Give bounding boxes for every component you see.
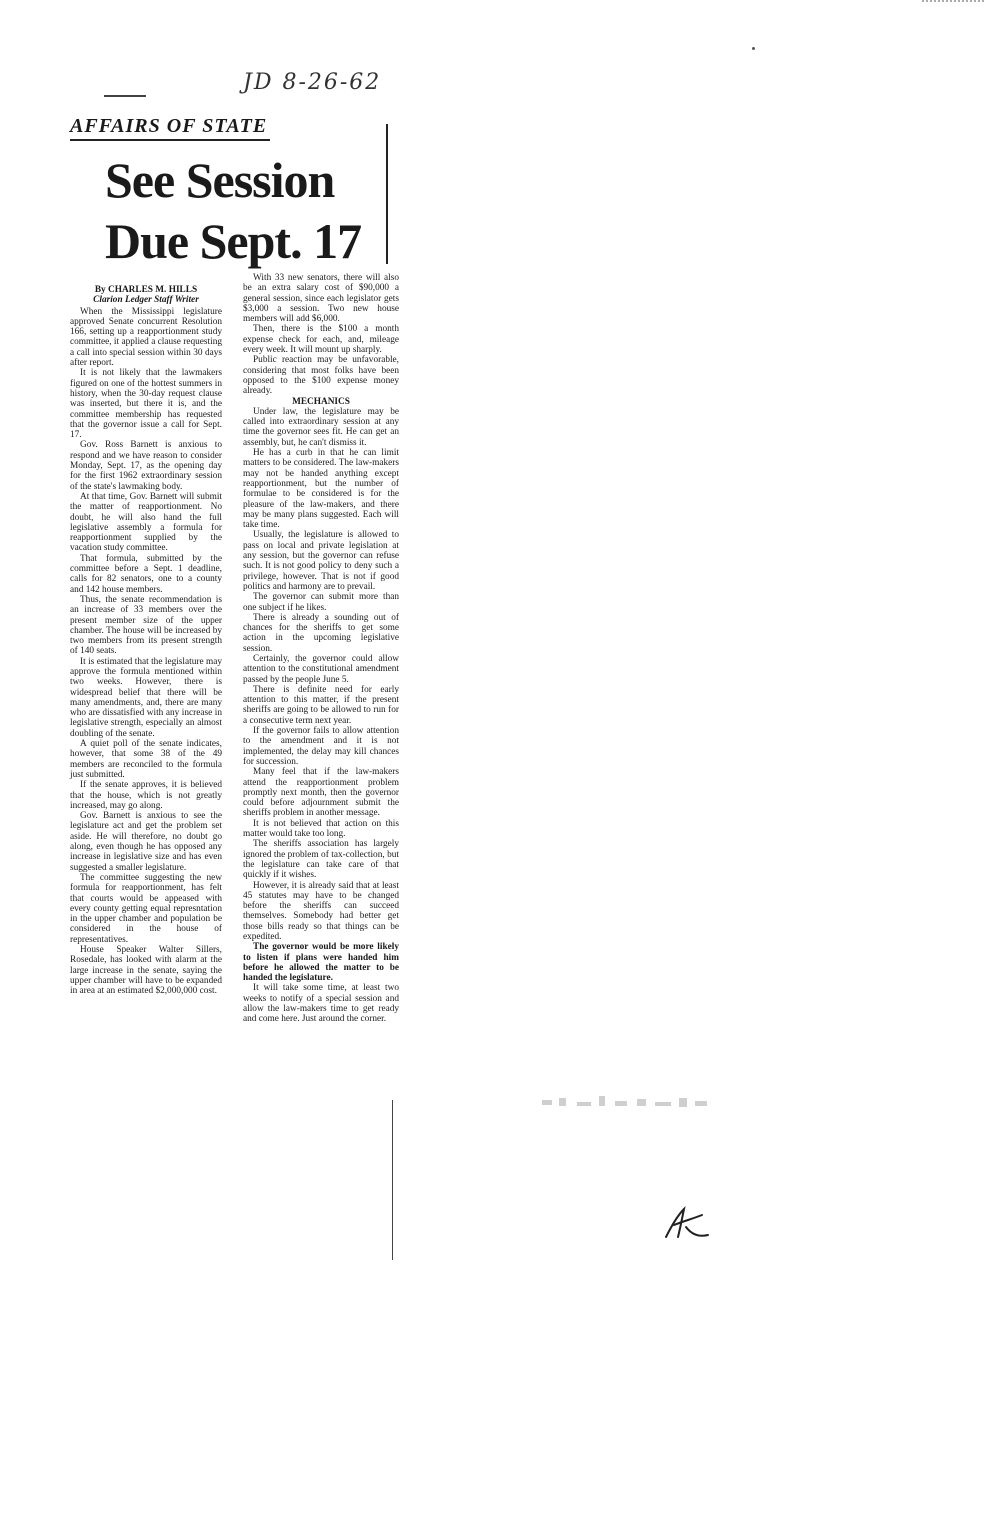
handwritten-initials-icon: [662, 1205, 710, 1241]
scan-corner-dots: [922, 0, 984, 6]
paragraph: Certainly, the governor could allow attention to the constitutional amendment passed by the people June 5.: [243, 653, 399, 685]
paragraph: There is definite need for early attention to this matter, if the present sheriffs are going to be allowed to run for a consecutive term next year.: [243, 684, 399, 726]
column-2-end: [243, 983, 399, 1024]
paragraph: That formula, submitted by the committee before a Sept. 1 deadline, calls for 82 senators, one to a county and 142 house members.: [70, 553, 222, 595]
paragraph: With 33 new senators, there will also be an extra salary cost of $90,000 a general session, since each legislator gets $3,000 a session. Two new house members will add $6,000.: [243, 273, 399, 325]
column-2-bold-passage: [243, 942, 399, 983]
paragraph: House Speaker Walter Sillers, Rosedale, has looked with alarm at the large increase in the senate, saying the upper chamber will have to be expanded in area at an estimated $2,000,000 cost.: [70, 945, 222, 997]
paragraph: It will take some time, at least two weeks to notify of a special session and allow the law-makers time to get ready and come here. Just around the corner.: [243, 983, 399, 1025]
section-rule: [70, 139, 270, 141]
headline-line-1: See Session: [105, 152, 335, 208]
column-1-body: [70, 307, 222, 997]
paragraph: The governor can submit more than one subject if he likes.: [243, 592, 399, 613]
paragraph: Many feel that if the law-makers attend the reapportionment problem promptly next month, then the governor could before adjournment submit the sheriffs problem in another message.: [243, 767, 399, 819]
paragraph: A quiet poll of the senate indicates, however, that some 38 of the 49 members are reconciled to the formula just submitted.: [70, 739, 222, 780]
column-2-continued: [243, 407, 399, 942]
paragraph: Then, there is the $100 a month expense check for each, and, mileage every week. It will mount up sharply.: [243, 324, 399, 356]
paragraph: The sheriffs association has largely ignored the problem of tax-collection, but the legislature can take care of that quickly if it wishes.: [243, 839, 399, 881]
paragraph: However, it is already said that at least 45 statutes may have to be changed before the sheriffs can succeed themselves. Somebody had better get those bills ready so that things can be expedited.: [243, 880, 399, 942]
section-label: AFFAIRS OF STATE: [70, 115, 268, 137]
paragraph: Usually, the legislature is allowed to pass on local and private legislation at any session, but the governor can refuse such. It is not good policy to deny such a privilege, however. That is not if good politics and harmony are to prevail.: [243, 530, 399, 592]
headline-line-2: Due Sept. 17: [105, 213, 362, 269]
column-2-rule: [392, 1100, 393, 1260]
scan-smudge-icon: [537, 1090, 717, 1120]
paragraph: Gov. Barnett is anxious to see the legislature act and get the problem set aside. He will therefore, no doubt go along, even though he has opposed any increase in legislative size and has even suggested a smaller legislature.: [70, 811, 222, 873]
paragraph: When the Mississippi legislature approved Senate concurrent Resolution 166, setting up a reapportionment study committee, it applied a clause requesting a call into special session within 30 days after report.: [70, 306, 222, 369]
paragraph: There is already a sounding out of chances for the sheriffs to get some action in the upcoming legislative session.: [243, 612, 399, 654]
paragraph: The governor would be more likely to listen if plans were handed him before he allowed the matter to be handed the legislature.: [243, 942, 399, 984]
paragraph: Under law, the legislature may be called into extraordinary session at any time the governor sees fit. He can get an assembly, but, he can't dismiss it.: [243, 406, 399, 448]
byline-affiliation: Clarion Ledger Staff Writer: [93, 295, 199, 306]
article-column-1: [70, 285, 222, 996]
paragraph: At that time, Gov. Barnett will submit the matter of reapportionment. No doubt, he will also hand the full legislative assembly a formula for reapportionment supplied by the vacation study committee.: [70, 491, 222, 554]
article-column-2: [243, 273, 399, 1025]
scan-dot: [752, 47, 755, 50]
column-rule: [386, 124, 388, 264]
paragraph: It is not believed that action on this matter would take too long.: [243, 818, 399, 840]
handwritten-dash: [104, 95, 146, 97]
paragraph: If the senate approves, it is believed that the house, which is not greatly increased, may go along.: [70, 780, 222, 811]
paragraph: The committee suggesting the new formula for reapportionment, has felt that courts would be appeased with every county getting equal represntation in the upper chamber and population be considered in the house of representatives.: [70, 872, 222, 945]
column-2-body: [243, 273, 399, 397]
paragraph: Public reaction may be unfavorable, considering that most folks have been opposed to the $100 expense money already.: [243, 355, 399, 397]
paragraph: It is estimated that the legislature may approve the formula mentioned within two weeks. However, there is widespread belief that there will be many amendments, and, there are many who are dissatisfied with any increase in legislative strength, especially an almost doubling of the senate.: [70, 656, 222, 739]
paragraph: Thus, the senate recommendation is an increase of 33 members over the present member size of the upper chamber. The house will be increased by two members from its present strength of 140 seats.: [70, 594, 222, 657]
paragraph: Gov. Ross Barnett is anxious to respond and we have reason to consider Monday, Sept. 17, as the opening day for the first 1962 extraordinary session of the state's lawmaking body.: [70, 440, 222, 492]
paragraph: If the governor fails to allow attention to the amendment and it is not implemented, the delay may kill chances for succession.: [243, 726, 399, 767]
paragraph: He has a curb in that he can limit matters to be considered. The law-makers may not be handed anything except reapportionment, but the number of formulae to be considered is for the pleasure of the law-makers, and there may be many plans suggested. Each will take time.: [243, 448, 399, 531]
byline: By CHARLES M. HILLS: [94, 285, 198, 295]
handwritten-date-note: JD 8-26-62: [243, 70, 382, 95]
subhead: MECHANICS: [292, 396, 350, 407]
paragraph: It is not likely that the lawmakers figured on one of the hottest summers in history, when the 30-day request clause was inserted, but there it is, and the committee membership has requested that the governor issue a call for Sept. 17.: [70, 368, 222, 441]
